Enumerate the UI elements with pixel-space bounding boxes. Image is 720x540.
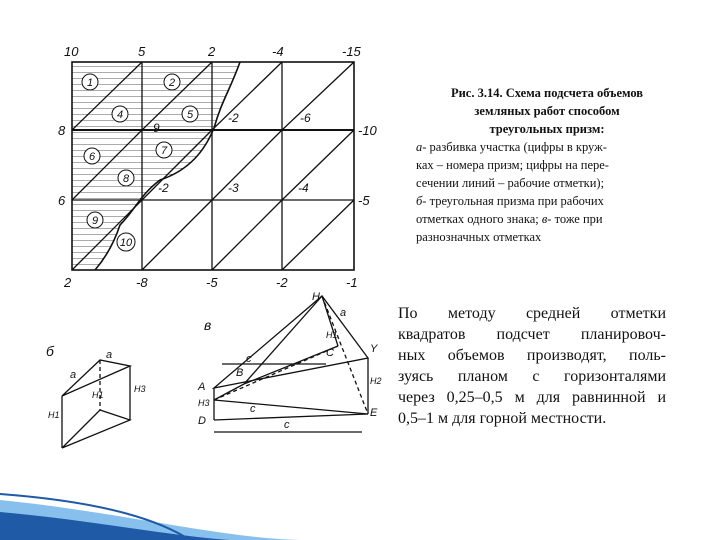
top-mark: 5 bbox=[138, 44, 146, 59]
prism-number: 5 bbox=[186, 109, 194, 121]
body-line: квадратов подсчет планировоч- bbox=[398, 326, 666, 343]
working-mark: -2 bbox=[228, 111, 239, 125]
figure-v-label: H2 bbox=[370, 376, 382, 386]
right-mark: -5 bbox=[358, 193, 370, 208]
prism-number: 1 bbox=[86, 77, 94, 89]
body-line: через 0,25–0,5 м для равнинной и bbox=[398, 389, 666, 406]
figure-v-label: c bbox=[250, 403, 256, 415]
working-mark: -2 bbox=[158, 181, 169, 195]
slide-ribbon-decoration bbox=[0, 450, 720, 540]
caption-line: отметках одного знака; в- тоже при bbox=[416, 212, 603, 226]
figure-v-label: H bbox=[312, 291, 320, 303]
body-line: ных объемов производят, поль- bbox=[398, 347, 666, 364]
prism-number: 4 bbox=[116, 109, 124, 121]
prism-number: 9 bbox=[91, 215, 99, 227]
cut-area-hatching bbox=[72, 62, 240, 270]
body-paragraph bbox=[398, 303, 666, 429]
working-mark: 9 bbox=[153, 121, 160, 135]
caption-line: разнозначных отметках bbox=[416, 230, 542, 244]
top-mark: -4 bbox=[272, 44, 284, 59]
figure-v-label: B bbox=[236, 367, 244, 379]
figure-v-label: c bbox=[284, 419, 290, 431]
top-mark: -15 bbox=[342, 44, 361, 59]
figure-v-label: Y bbox=[370, 343, 378, 355]
bottom-mark: 2 bbox=[64, 275, 72, 290]
figure-caption bbox=[416, 84, 678, 246]
prism-number: 7 bbox=[160, 145, 168, 157]
figure-v-label: H3 bbox=[198, 398, 210, 408]
figure-v-label: C bbox=[326, 347, 334, 359]
figure-v-label: H1 bbox=[326, 330, 338, 340]
working-mark: -3 bbox=[228, 181, 239, 195]
left-mark: 6 bbox=[58, 193, 66, 208]
prism-number: 10 bbox=[119, 237, 133, 249]
bottom-mark: -5 bbox=[206, 275, 218, 290]
top-mark: 2 bbox=[208, 44, 216, 59]
caption-title-line: земляных работ способом bbox=[474, 104, 620, 118]
caption-line: б- треугольная призма при рабочих bbox=[416, 194, 604, 208]
left-mark: 8 bbox=[58, 123, 66, 138]
figure-b-letter: б bbox=[46, 343, 54, 359]
caption-line: а- разбивка участка (цифры в круж- bbox=[416, 140, 607, 154]
figure-b-label: a bbox=[106, 349, 113, 361]
caption-title-line: Рис. 3.14. Схема подсчета объемов bbox=[450, 86, 644, 100]
working-mark: -6 bbox=[300, 111, 311, 125]
caption-line: сечении линий – рабочие отметки); bbox=[416, 176, 605, 190]
top-mark: 10 bbox=[64, 44, 79, 59]
figure-v-label: D bbox=[198, 415, 206, 427]
bottom-mark: -2 bbox=[276, 275, 288, 290]
bottom-mark: -1 bbox=[346, 275, 358, 290]
prism-number: 6 bbox=[88, 151, 96, 163]
right-mark: -10 bbox=[358, 123, 377, 138]
figure-v-label: c bbox=[246, 353, 252, 365]
figure-b-label: H1 bbox=[92, 390, 104, 400]
figure-v-letter: в bbox=[204, 317, 212, 333]
body-line: 0,5–1 м для горной местности. bbox=[398, 410, 607, 427]
prism-number: 2 bbox=[168, 77, 176, 89]
working-mark: -4 bbox=[298, 181, 309, 195]
bottom-mark: -8 bbox=[136, 275, 148, 290]
caption-title-line: треугольных призм: bbox=[489, 122, 605, 136]
figure-b-label: H1 bbox=[48, 410, 60, 420]
figure-b-label: a bbox=[70, 369, 77, 381]
caption-line: ках – номера призм; цифры на пере- bbox=[416, 158, 609, 172]
figure-v-label: A bbox=[198, 381, 206, 393]
prism-number: 8 bbox=[122, 173, 130, 185]
body-line: зуясь планом с горизонталями bbox=[398, 368, 666, 385]
figure-v-label: a bbox=[340, 307, 347, 319]
figure-b-label: H3 bbox=[134, 384, 146, 394]
figure-v-label: E bbox=[370, 407, 378, 419]
body-line: По методу средней отметки bbox=[398, 305, 666, 322]
